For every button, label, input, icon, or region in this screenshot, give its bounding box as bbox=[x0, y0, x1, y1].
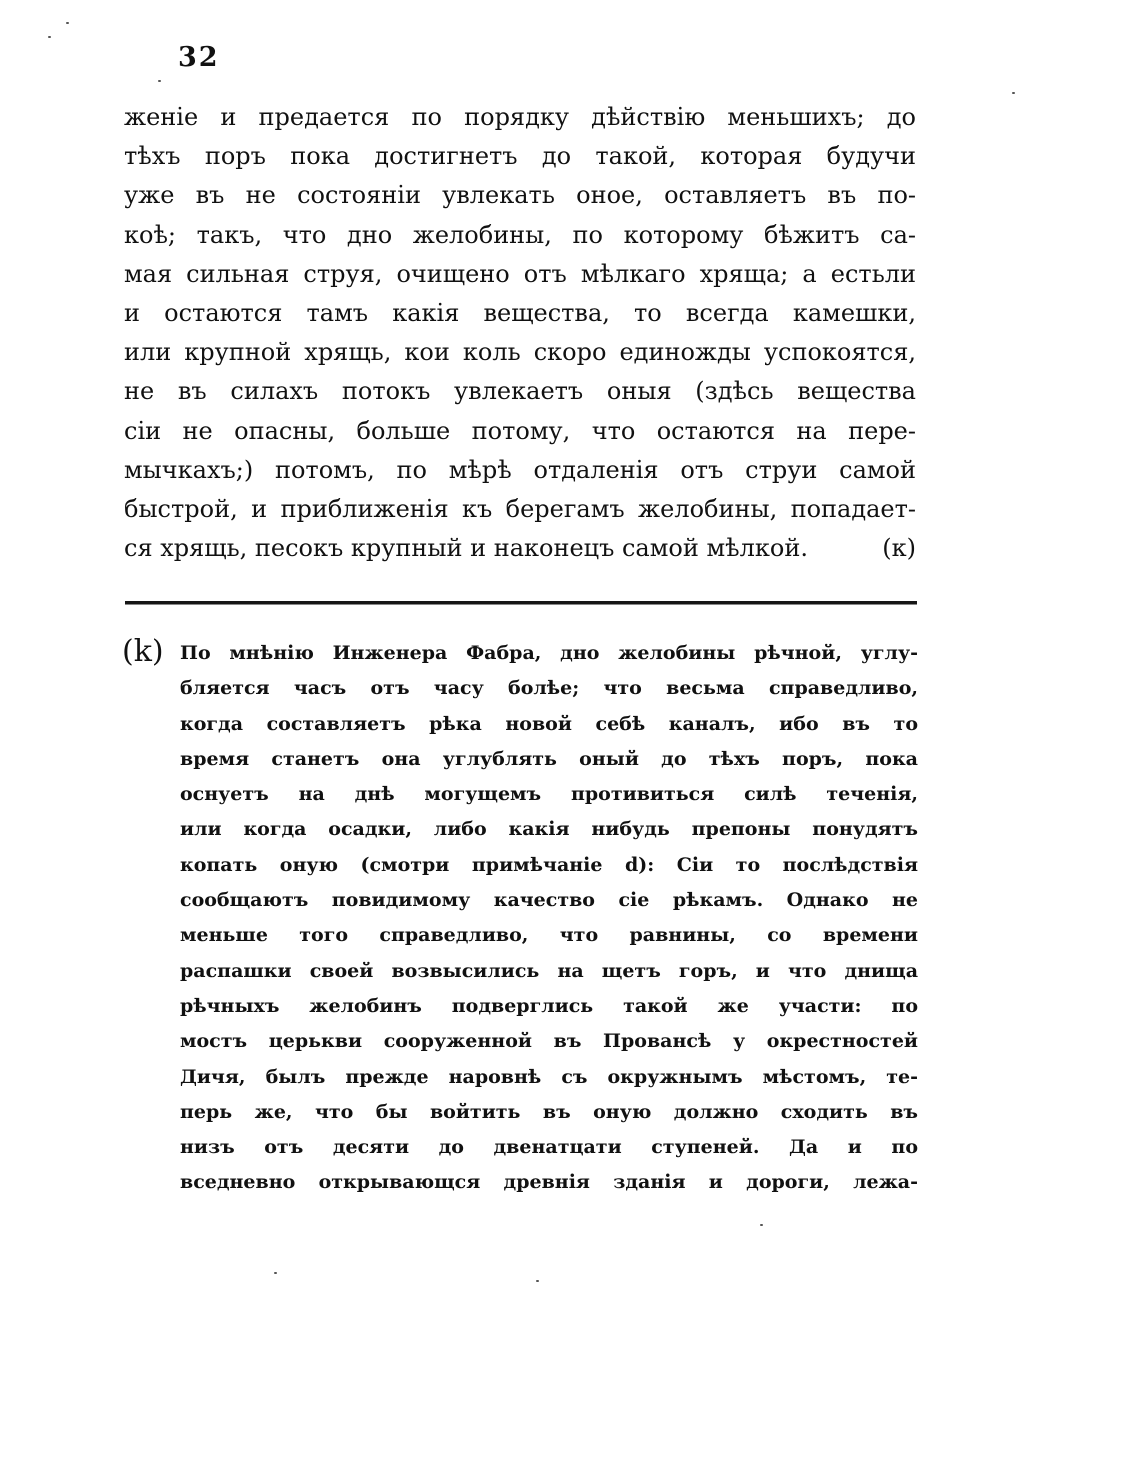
text-line: и остаются тамъ какія вещества, то всегда камешки, bbox=[124, 298, 916, 327]
footnote-line: оснуетъ на днѣ могущемъ противиться силѣ теченія, bbox=[180, 783, 918, 806]
footnote-divider bbox=[125, 601, 917, 604]
footnote-line: перь же, что бы войтить въ оную должно сходить въ bbox=[180, 1100, 918, 1123]
text-line: тѣхъ поръ пока достигнетъ до такой, которая будучи bbox=[124, 142, 916, 171]
footnote-line: бляется часъ отъ часу болѣе; что весьма справедливо, bbox=[180, 677, 918, 700]
text-line: не въ силахъ потокъ увлекаетъ оныя (здѣсь вещества bbox=[124, 377, 916, 406]
text-line: сіи не опасны, больше потому, что остаются на пере- bbox=[124, 416, 916, 445]
footnote-line: вседневно открывающся древнія зданія и дороги, лежа- bbox=[180, 1171, 918, 1194]
print-speck bbox=[274, 1272, 277, 1274]
text-line: ся хрящь, песокъ крупный и наконецъ самой мѣлкой. bbox=[124, 534, 808, 563]
footnote-marker: (k) bbox=[122, 634, 164, 669]
footnote-reference: (к) bbox=[882, 534, 916, 563]
text-line: мычкахъ;) потомъ, по мѣрѣ отдаленія отъ струи самой bbox=[124, 455, 916, 484]
footnote-line: меньше того справедливо, что равнины, со времени bbox=[180, 924, 918, 947]
text-line: женіе и предается по порядку дѣйствію меньшихъ; до bbox=[124, 103, 916, 131]
main-text-block bbox=[124, 98, 916, 568]
print-speck bbox=[536, 1280, 539, 1282]
print-speck bbox=[66, 22, 69, 24]
footnote-line: рѣчныхъ желобинъ подверглись такой же участи: по bbox=[180, 994, 918, 1017]
footnote-line: По мнѣнію Инженера Фабра, дно желобины рѣчной, углу- bbox=[180, 642, 918, 664]
text-line: коѣ; такъ, что дно желобины, по которому бѣжитъ са- bbox=[124, 220, 916, 249]
page-number: 32 bbox=[178, 42, 220, 73]
text-line: или крупной хрящь, кои коль скоро единожды успокоятся, bbox=[124, 338, 916, 367]
footnote-line: распашки своей возвысились на щетъ горъ, и что днища bbox=[180, 959, 918, 982]
print-speck bbox=[760, 1224, 763, 1226]
print-speck bbox=[158, 80, 161, 82]
footnote-line: когда составляетъ рѣка новой себѣ каналъ, ибо въ то bbox=[180, 712, 918, 735]
footnote-line: или когда осадки, либо какія нибудь препоны понудятъ bbox=[180, 818, 918, 841]
text-line: мая сильная струя, очищено отъ мѣлкаго хряща; а естьли bbox=[124, 259, 916, 288]
footnote-line: копать оную (смотри примѣчаніе d): Сіи то послѣдствія bbox=[180, 853, 918, 876]
print-speck bbox=[48, 36, 51, 38]
footnote-line: сообщаютъ повидимому качество сіе рѣкамъ. Однако не bbox=[180, 889, 918, 912]
text-line: быстрой, и приближенія къ берегамъ желобины, попадает- bbox=[124, 494, 916, 523]
footnote-text-block bbox=[180, 636, 918, 1201]
last-text-line bbox=[124, 529, 916, 568]
print-speck bbox=[1012, 92, 1015, 94]
footnote-line: время станетъ она углублять оный до тѣхъ поръ, пока bbox=[180, 747, 918, 770]
text-line: уже въ не состояніи увлекать оное, оставляетъ въ по- bbox=[124, 181, 916, 210]
footnote-line: Дичя, былъ прежде наровнѣ съ окружнымъ мѣстомъ, те- bbox=[180, 1065, 918, 1088]
footnote-line: мостъ церькви сооруженной въ Провансѣ у окрестностей bbox=[180, 1030, 918, 1053]
footnote-line: низъ отъ десяти до двенатцати ступеней. Да и по bbox=[180, 1136, 918, 1159]
